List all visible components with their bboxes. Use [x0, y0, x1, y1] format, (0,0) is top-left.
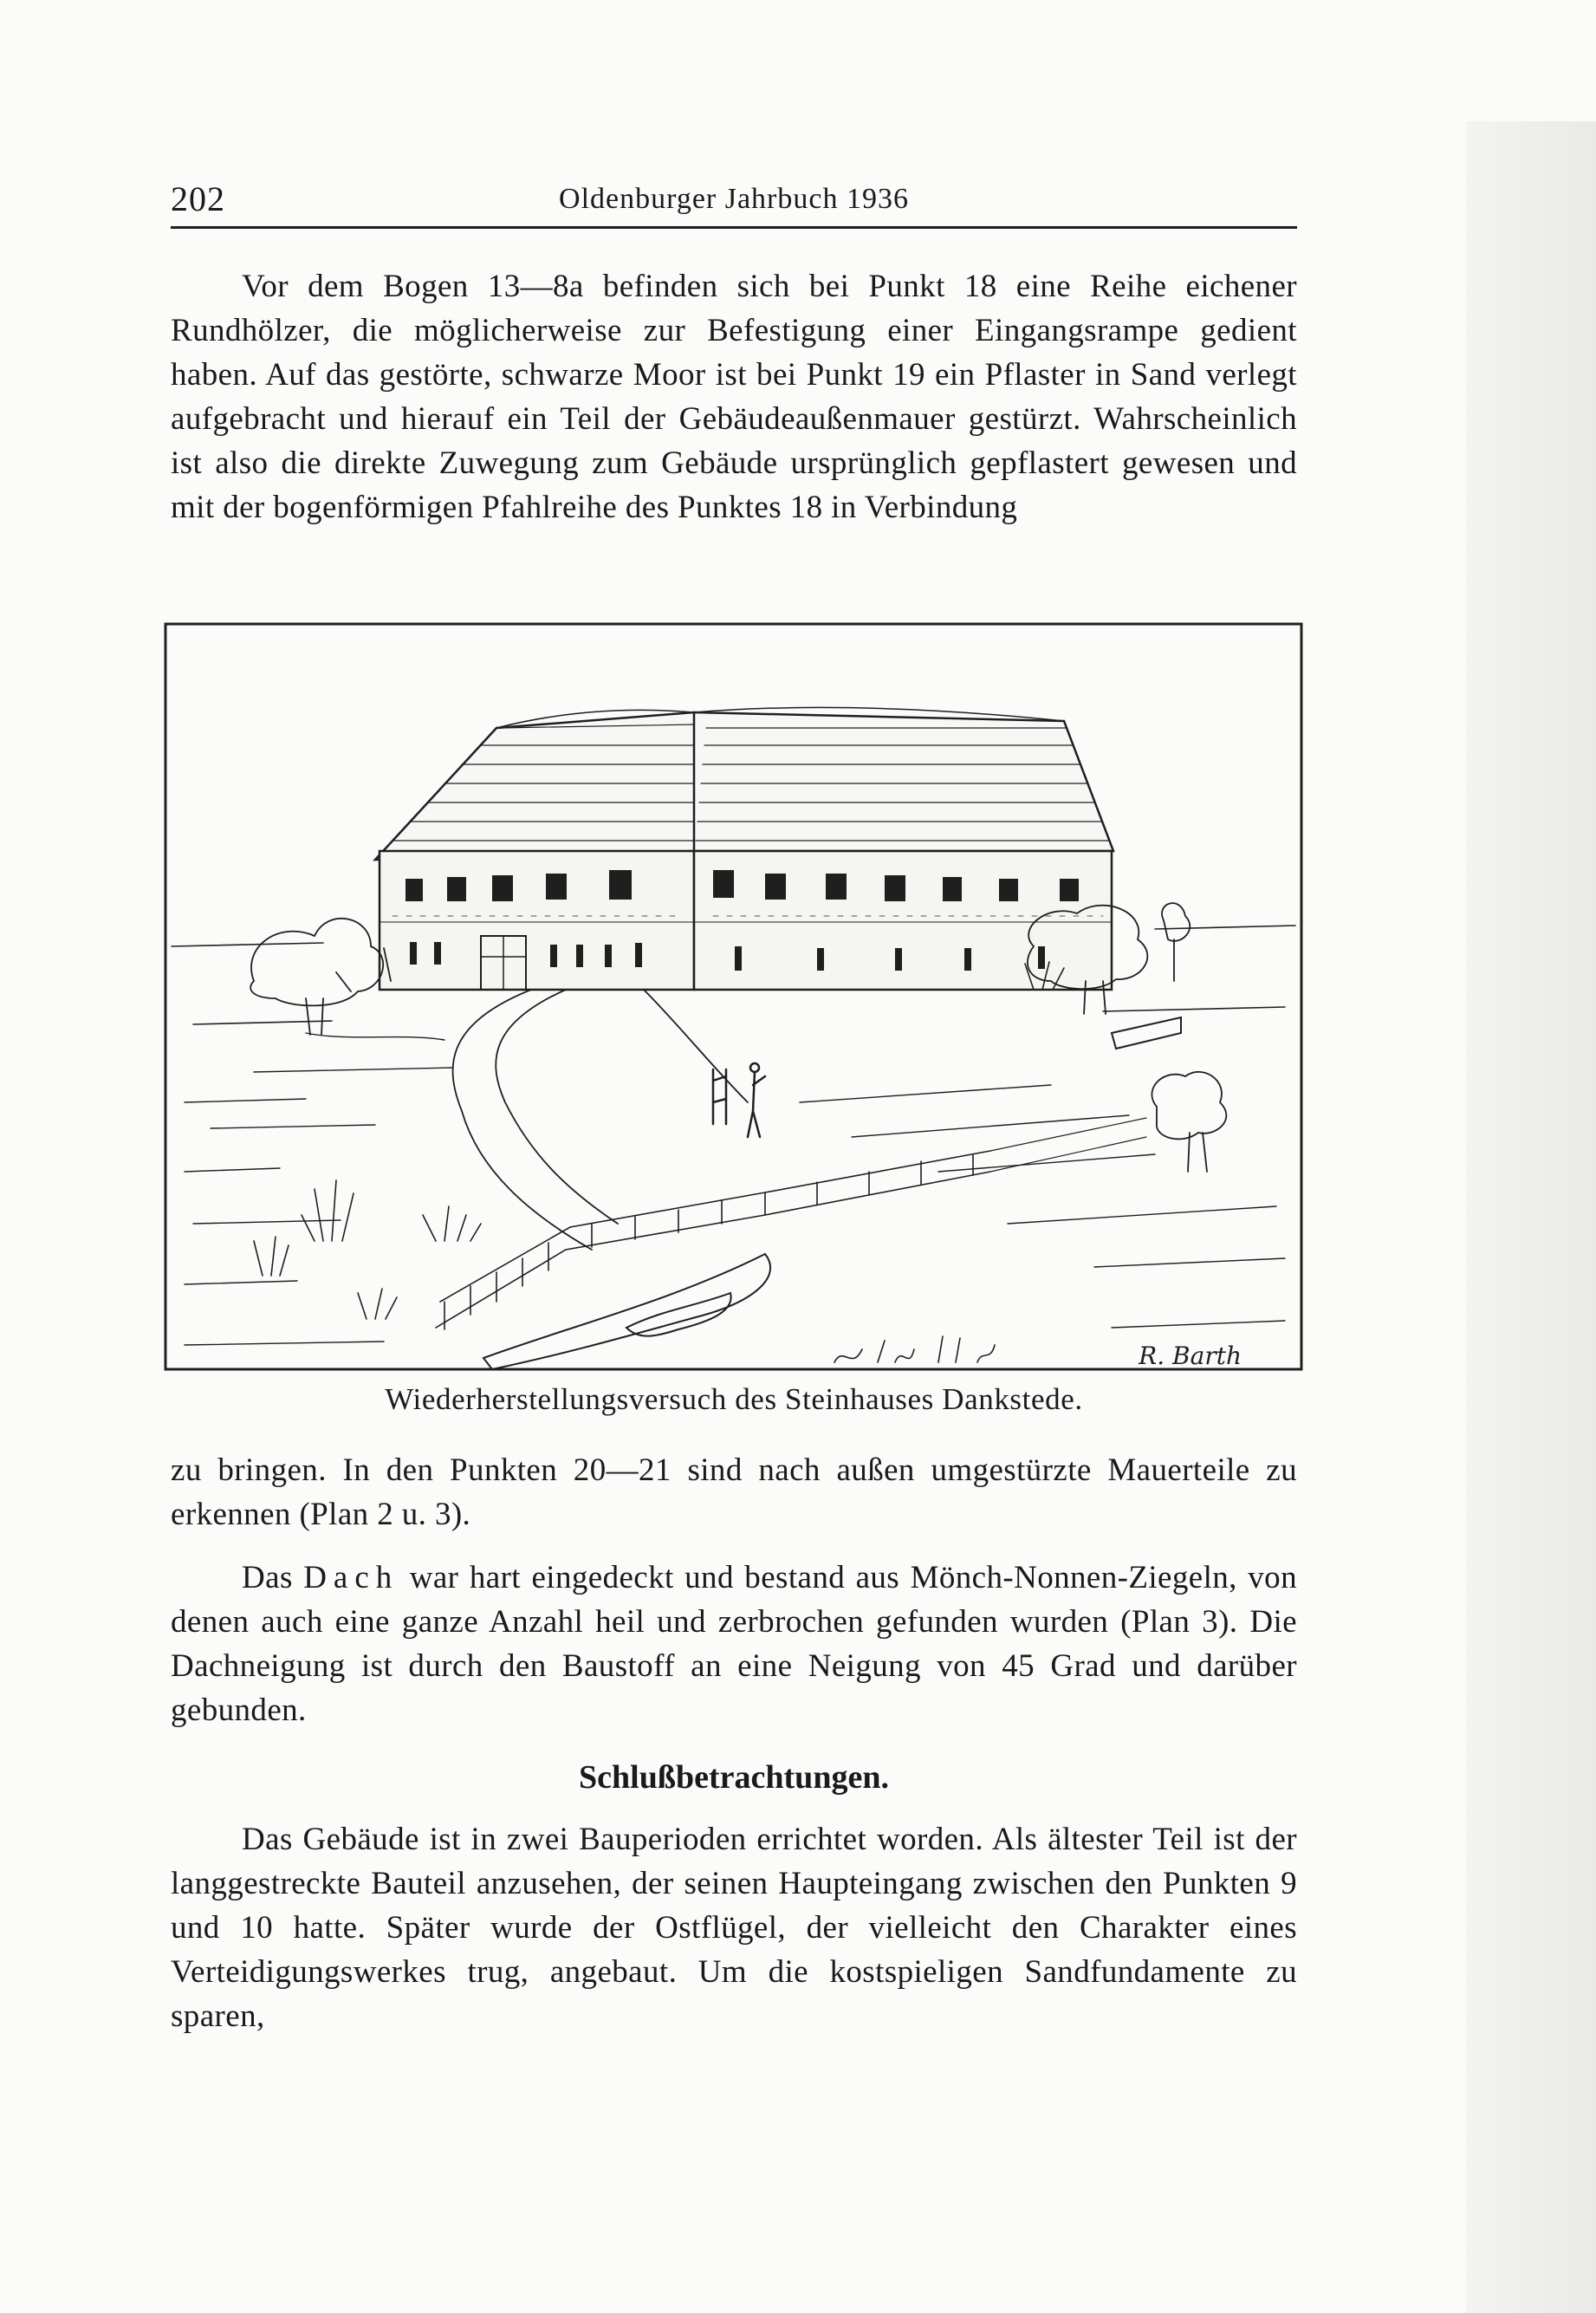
page-header [171, 178, 1297, 230]
paragraph-4: Das Gebäude ist in zwei Bauperioden errichtet worden. Als ältester Teil ist der langgestreckte Bauteil anzusehen, der seinen Haupteingang zwischen den Punkten 9 und 10 hatte. Später wurde der Ostflügel, der vielleicht den Charakter eines Verteidigungswerkes trug, angebaut. Um die kostspieligen Sandfundamente zu sparen, [171, 1822, 1297, 2034]
figure-illustration [159, 617, 1308, 1376]
walls [380, 851, 1112, 990]
boats [483, 1017, 1181, 1369]
path [453, 990, 748, 1250]
page-number: 202 [171, 179, 225, 218]
building-drawing [159, 617, 1308, 1376]
page-edge-shadow [1466, 121, 1596, 2313]
emphasized-word: Dach [303, 1560, 399, 1595]
reeds [254, 962, 1064, 1319]
paragraph-2: zu bringen. In den Punkten 20—21 sind nach außen umgestürzte Mauerteile zu erkennen (Plan 2 u. 3). [171, 1452, 1297, 1532]
figure-caption: Wiederherstellungsversuch des Steinhauses Dankstede. [385, 1382, 1083, 1416]
roof [375, 707, 1113, 860]
paragraph-3 [171, 1556, 1297, 1732]
artist-signature: R. Barth [1139, 1342, 1242, 1370]
paragraph-3-rest: war hart eingedeckt und bestand aus Mönch-Nonnen-Ziegeln, von denen auch eine ganze Anzahl heil und zerbrochen gefunden wurden (Plan 3). Die Dachneigung ist durch den Baustoff an eine Neigung von 45 Grad und darüber gebunden. [171, 1560, 1297, 1728]
water-strokes [185, 1033, 1285, 1345]
running-title: Oldenburger Jahrbuch 1936 [559, 183, 909, 215]
paragraph-3-start: Das [242, 1560, 304, 1595]
fence [436, 1118, 1146, 1329]
header-rule [171, 226, 1297, 229]
paragraph-1: Vor dem Bogen 13—8a befinden sich bei Punkt 18 eine Reihe eichener Rundhölzer, die möglicherweise zur Befestigung einer Eingangsrampe gedient haben. Auf das gestörte, schwarze Moor ist bei Punkt 19 ein Pflaster in Sand verlegt aufgebracht und hierauf ein Teil der Gebäudeaußenmauer gestürzt. Wahrscheinlich ist also die direkte Zuwegung zum Gebäude ursprünglich gepflastert gewesen und mit der bogenförmigen Pfahlreihe des Punktes 18 in Verbindung [171, 269, 1297, 525]
section-heading: Schlußbetrachtungen. [579, 1759, 889, 1796]
signature-scribbles [834, 1336, 995, 1362]
